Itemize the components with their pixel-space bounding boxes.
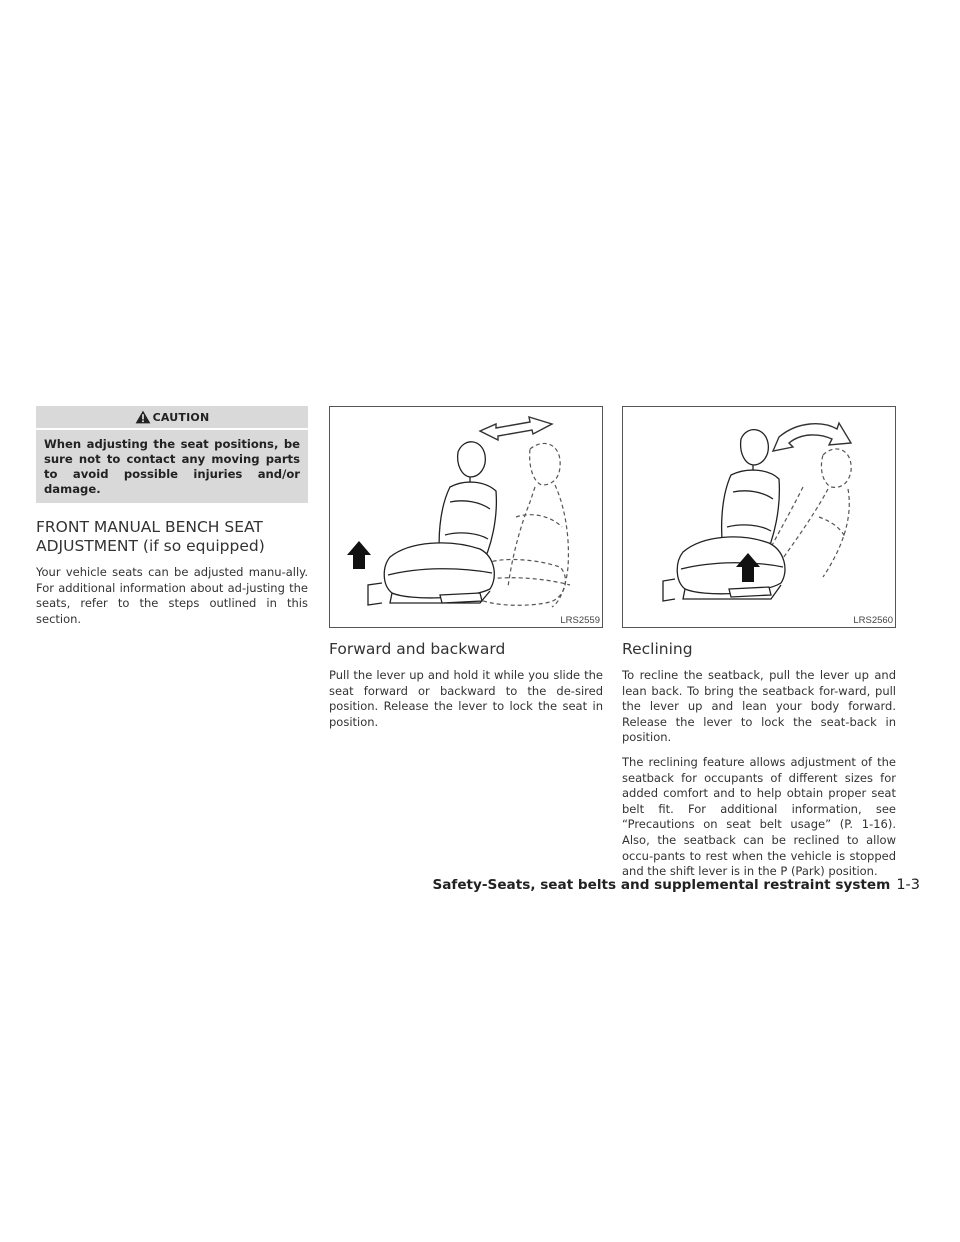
caution-box (36, 406, 308, 503)
section-title: FRONT MANUAL BENCH SEAT ADJUSTMENT (if so equipped) (36, 518, 265, 555)
double-arrow-icon (773, 423, 851, 451)
reclining-title: Reclining (622, 640, 693, 658)
footer-chapter-title: Safety-Seats, seat belts and supplemental restraint system (432, 877, 891, 893)
figure-reclining (622, 406, 896, 628)
page-number: 1-3 (896, 877, 920, 893)
caution-header (36, 406, 308, 430)
left-column (36, 406, 308, 627)
seat-recline-illustration (623, 407, 895, 627)
right-column (622, 406, 896, 880)
figure-code: LRS2559 (560, 615, 600, 626)
page-footer (432, 877, 920, 893)
seat (368, 442, 496, 605)
reclining-text-2: The reclining feature allows adjustment of the seatback for occupants of different sizes for added comfort and to help obtain proper seat belt fit. For additional information, see “Precautions on seat belt usage” (P. 1-16). Also, the seatback can be reclined to allow occu-pants to rest when the vehicle is stopped and the shift lever is in the P (Park) position. (622, 754, 896, 879)
middle-column (329, 406, 603, 730)
section-intro: Your vehicle seats can be adjusted manu-ally. For additional information about ad-justing the seats, refer to the steps outlined in this section. (36, 565, 308, 626)
double-arrow-icon (480, 417, 552, 440)
reclining-text-1: To recline the seatback, pull the lever up and lean back. To bring the seatback for-ward, pull the lever up and lean your body forward. Release the lever to lock the seat-back in position. (622, 668, 896, 745)
warning-triangle-icon (135, 410, 151, 424)
forward-title: Forward and backward (329, 640, 506, 658)
seat-slide-illustration (330, 407, 602, 627)
arrow-up-icon (347, 541, 371, 569)
caution-text: When adjusting the seat positions, be sure not to contact any moving parts to avoid possible injuries and/or damage. (44, 437, 300, 496)
caution-heading: CAUTION (152, 410, 210, 424)
figure-forward-backward (329, 406, 603, 628)
forward-text: Pull the lever up and hold it while you slide the seat forward or backward to the de-sired position. Release the lever to lock the seat in position. (329, 668, 603, 729)
figure-code: LRS2560 (853, 615, 893, 626)
seat (663, 430, 785, 601)
